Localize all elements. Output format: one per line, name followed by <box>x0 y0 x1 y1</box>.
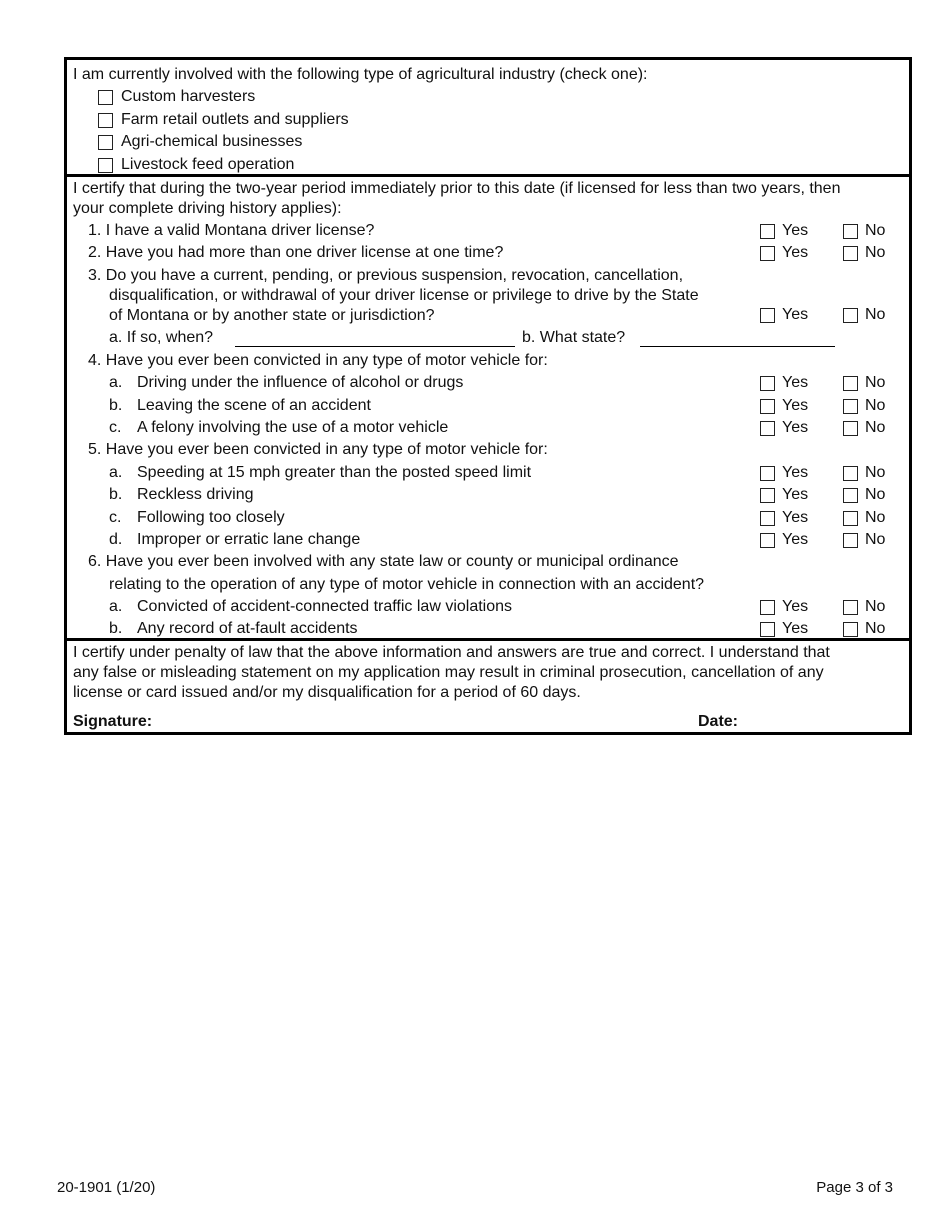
no-checkbox[interactable] <box>843 421 858 436</box>
item-letter: b. <box>109 486 123 503</box>
no-label: No <box>865 397 886 414</box>
yes-checkbox[interactable] <box>760 399 775 414</box>
no-label: No <box>865 306 886 323</box>
no-checkbox[interactable] <box>843 376 858 391</box>
option-checkbox[interactable] <box>98 90 113 105</box>
yes-checkbox[interactable] <box>760 376 775 391</box>
no-checkbox[interactable] <box>843 466 858 481</box>
item-letter: b. <box>109 397 123 414</box>
yes-label: Yes <box>782 397 809 414</box>
when-input-line[interactable] <box>235 346 515 347</box>
yes-label: Yes <box>782 620 809 637</box>
no-checkbox[interactable] <box>843 600 858 615</box>
no-label: No <box>865 598 886 615</box>
no-label: No <box>865 244 886 261</box>
no-label: No <box>865 419 886 436</box>
no-label: No <box>865 374 886 391</box>
date-label: Date: <box>698 713 739 730</box>
q3a-label: a. If so, when? <box>109 329 214 346</box>
no-label: No <box>865 222 886 239</box>
yes-checkbox[interactable] <box>760 488 775 503</box>
yes-label: Yes <box>782 486 809 503</box>
penalty-statement-line: I certify under penalty of law that the above information and answers are true and correct. I understand that <box>73 644 830 661</box>
no-checkbox[interactable] <box>843 533 858 548</box>
no-checkbox[interactable] <box>843 224 858 239</box>
yes-label: Yes <box>782 598 809 615</box>
no-label: No <box>865 620 886 637</box>
application-form <box>64 57 912 735</box>
no-checkbox[interactable] <box>843 511 858 526</box>
no-label: No <box>865 486 886 503</box>
yes-label: Yes <box>782 509 809 526</box>
page-number: Page 3 of 3 <box>816 1179 893 1196</box>
question-5: 5. Have you ever been convicted in any type of motor vehicle for: <box>88 441 548 458</box>
yes-checkbox[interactable] <box>760 421 775 436</box>
industry-intro: I am currently involved with the following type of agricultural industry (check one): <box>73 66 648 83</box>
option-label: Livestock feed operation <box>121 156 295 173</box>
item-text: Speeding at 15 mph greater than the posted speed limit <box>137 464 532 481</box>
question-3-line: of Montana or by another state or jurisdiction? <box>109 307 435 324</box>
no-label: No <box>865 531 886 548</box>
q3b-label: b. What state? <box>522 329 626 346</box>
question-3-line: 3. Do you have a current, pending, or previous suspension, revocation, cancellation, <box>88 267 684 284</box>
no-checkbox[interactable] <box>843 246 858 261</box>
item-text: Leaving the scene of an accident <box>137 397 371 414</box>
no-checkbox[interactable] <box>843 308 858 323</box>
penalty-statement-line: any false or misleading statement on my application may result in criminal prosecution, cancellation of any <box>73 664 824 681</box>
yes-checkbox[interactable] <box>760 533 775 548</box>
yes-label: Yes <box>782 464 809 481</box>
item-text: Convicted of accident-connected traffic law violations <box>137 598 513 615</box>
question-4: 4. Have you ever been convicted in any type of motor vehicle for: <box>88 352 548 369</box>
penalty-statement-line: license or card issued and/or my disqualification for a period of 60 days. <box>73 684 581 701</box>
item-letter: c. <box>109 419 122 436</box>
yes-checkbox[interactable] <box>760 511 775 526</box>
yes-checkbox[interactable] <box>760 622 775 637</box>
question-1: 1. I have a valid Montana driver license? <box>88 222 375 239</box>
signature-label: Signature: <box>73 713 153 730</box>
item-letter: a. <box>109 464 123 481</box>
no-label: No <box>865 464 886 481</box>
yes-label: Yes <box>782 531 809 548</box>
yes-label: Yes <box>782 244 809 261</box>
no-checkbox[interactable] <box>843 399 858 414</box>
no-label: No <box>865 509 886 526</box>
item-text: Reckless driving <box>137 486 254 503</box>
certify-intro-line: your complete driving history applies): <box>73 200 342 217</box>
question-6-line: 6. Have you ever been involved with any state law or county or municipal ordinance <box>88 553 679 570</box>
item-letter: d. <box>109 531 123 548</box>
option-label: Custom harvesters <box>121 88 256 105</box>
option-checkbox[interactable] <box>98 135 113 150</box>
yes-checkbox[interactable] <box>760 224 775 239</box>
item-text: Any record of at-fault accidents <box>137 620 358 637</box>
option-label: Agri-chemical businesses <box>121 133 303 150</box>
option-label: Farm retail outlets and suppliers <box>121 111 349 128</box>
no-checkbox[interactable] <box>843 488 858 503</box>
item-letter: a. <box>109 374 123 391</box>
yes-label: Yes <box>782 222 809 239</box>
yes-label: Yes <box>782 306 809 323</box>
item-letter: a. <box>109 598 123 615</box>
question-6-line: relating to the operation of any type of motor vehicle in connection with an accident? <box>109 576 705 593</box>
form-number: 20-1901 (1/20) <box>57 1179 156 1196</box>
option-checkbox[interactable] <box>98 158 113 173</box>
yes-checkbox[interactable] <box>760 308 775 323</box>
section-divider <box>67 638 909 641</box>
item-text: Improper or erratic lane change <box>137 531 361 548</box>
item-letter: c. <box>109 509 122 526</box>
question-3-line: disqualification, or withdrawal of your driver license or privilege to drive by the State <box>109 287 699 304</box>
yes-checkbox[interactable] <box>760 466 775 481</box>
question-2: 2. Have you had more than one driver license at one time? <box>88 244 504 261</box>
item-text: Following too closely <box>137 509 285 526</box>
item-text: Driving under the influence of alcohol or drugs <box>137 374 464 391</box>
no-checkbox[interactable] <box>843 622 858 637</box>
option-checkbox[interactable] <box>98 113 113 128</box>
item-letter: b. <box>109 620 123 637</box>
item-text: A felony involving the use of a motor vehicle <box>137 419 449 436</box>
yes-label: Yes <box>782 374 809 391</box>
yes-label: Yes <box>782 419 809 436</box>
state-input-line[interactable] <box>640 346 835 347</box>
yes-checkbox[interactable] <box>760 600 775 615</box>
yes-checkbox[interactable] <box>760 246 775 261</box>
section-divider <box>67 174 909 177</box>
certify-intro-line: I certify that during the two-year period immediately prior to this date (if licensed for less than two years, then <box>73 180 841 197</box>
